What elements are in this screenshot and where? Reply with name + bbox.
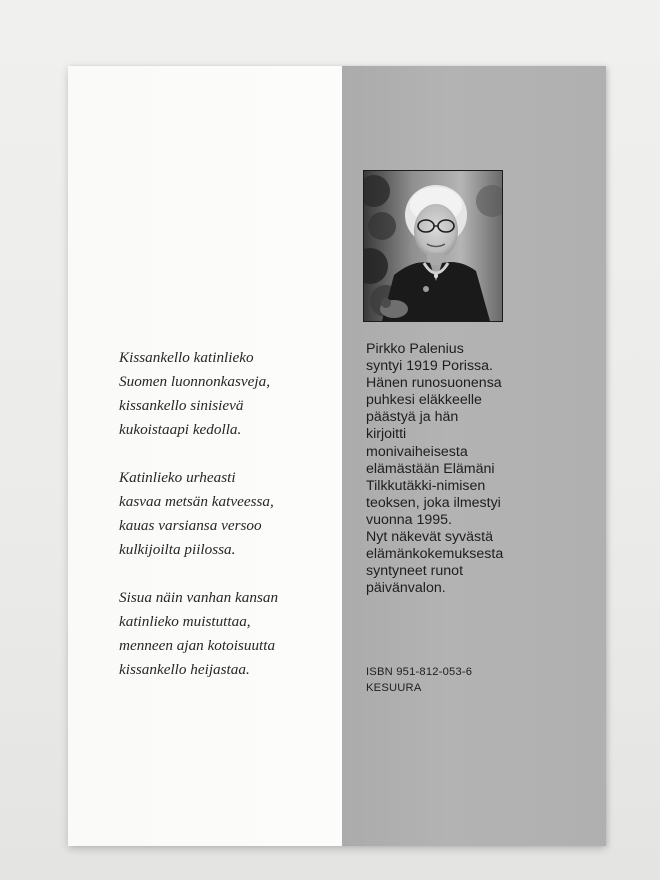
- bio-line: vuonna 1995.: [366, 511, 452, 528]
- poem-line: Suomen luonnonkasveja,: [119, 373, 270, 390]
- poem-line: kauas varsiansa versoo: [119, 517, 262, 534]
- bio-line: elämänkokemuksesta: [366, 546, 504, 563]
- bio-line: päivänvalon.: [366, 580, 446, 597]
- cover-left-panel: [68, 66, 342, 846]
- bio-line: kirjoitti: [366, 426, 407, 443]
- author-portrait-image: [364, 171, 502, 321]
- poem-stanza-1: [119, 346, 334, 442]
- poem-line: kukoistaapi kedolla.: [119, 421, 242, 438]
- poem-line: kissankello sinisievä: [119, 397, 244, 414]
- bio-line: Hänen runosuonensa: [366, 375, 502, 392]
- isbn-number: ISBN 951-812-053-6: [366, 666, 473, 678]
- poem-stanza-3: [119, 586, 334, 682]
- author-bio: [366, 341, 596, 597]
- cover-right-panel: [342, 66, 606, 846]
- publication-info: [366, 664, 586, 696]
- poem-line: kissankello heijastaa.: [119, 661, 250, 678]
- bio-line: Pirkko Palenius: [366, 341, 464, 357]
- poem-line: menneen ajan kotoisuutta: [119, 637, 276, 654]
- book-back-cover: [68, 66, 606, 846]
- author-photo: [363, 170, 503, 322]
- poem-stanza-2: [119, 466, 334, 562]
- poem-line: kasvaa metsän katveessa,: [119, 493, 274, 510]
- bio-line: elämästään Elämäni: [366, 460, 495, 477]
- poem-line: Katinlieko urheasti: [119, 469, 236, 486]
- poem: [119, 346, 334, 706]
- bio-line: teoksen, joka ilmestyi: [366, 494, 501, 511]
- poem-line: katinlieko muistuttaa,: [119, 613, 251, 630]
- bio-line: monivaiheisesta: [366, 443, 468, 460]
- bio-line: Tilkkutäkki-nimisen: [366, 477, 486, 494]
- bio-line: syntyi 1919 Porissa.: [366, 358, 493, 375]
- poem-line: Kissankello katinlieko: [119, 349, 254, 366]
- poem-line: kulkijoilta piilossa.: [119, 541, 236, 558]
- bio-line: Nyt näkevät syvästä: [366, 529, 493, 546]
- bio-line: päästyä ja hän: [366, 409, 459, 426]
- poem-line: Sisua näin vanhan kansan: [119, 589, 279, 606]
- bio-line: syntyneet runot: [366, 563, 464, 580]
- bio-line: puhkesi eläkkeelle: [366, 392, 482, 409]
- publisher-name: KESUURA: [366, 682, 422, 694]
